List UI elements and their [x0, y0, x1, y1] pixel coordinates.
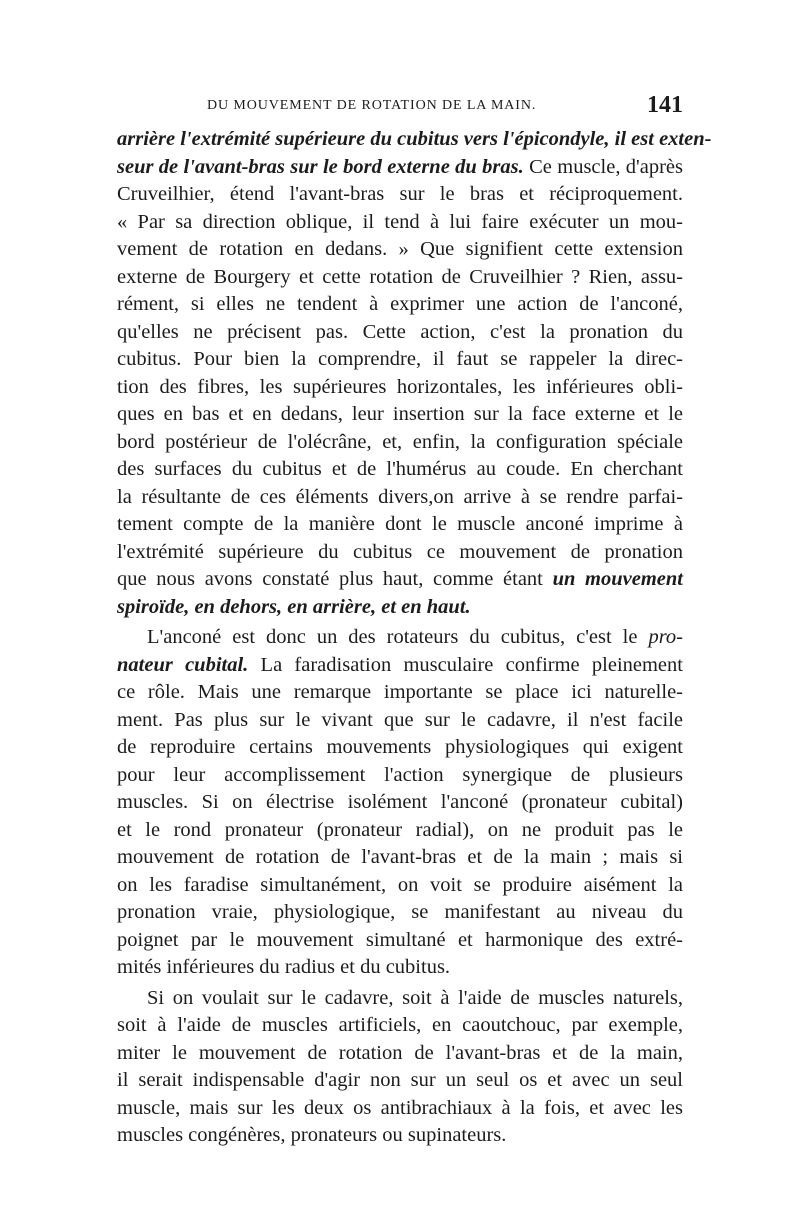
running-title: DU MOUVEMENT DE ROTATION DE LA MAIN.	[207, 98, 537, 113]
text-line	[117, 624, 683, 652]
text-span: ce rôle. Mais une remarque importante se place ici naturelle-	[117, 681, 683, 703]
text-span: Si on voulait sur le cadavre, soit à l'aide de muscles naturels,	[147, 986, 683, 1009]
text-line	[117, 1040, 683, 1068]
text-line	[117, 899, 683, 927]
text-span: la résultante de ces éléments divers,on arrive à se rendre parfai-	[117, 485, 683, 508]
body-text	[117, 126, 712, 1150]
text-span: l'extrémité supérieure du cubitus ce mouvement de pronation	[117, 540, 683, 563]
text-span: muscles congénères, pronateurs ou supinateurs.	[117, 1124, 507, 1146]
text-span: L'anconé est donc un des rotateurs du cubitus, c'est le	[147, 626, 649, 648]
text-line	[117, 1095, 683, 1123]
text-span: tion des fibres, les supérieures horizontales, les inférieures obli-	[117, 375, 683, 398]
text-span: des surfaces du cubitus et de l'humérus au coude. En cherchant	[117, 458, 683, 480]
text-line	[117, 817, 683, 845]
text-line	[117, 319, 683, 347]
text-line	[117, 264, 683, 292]
text-line	[117, 954, 683, 982]
running-header	[117, 92, 683, 122]
text-line	[117, 844, 683, 872]
text-line	[117, 236, 683, 264]
text-span: soit à l'aide de muscles artificiels, en caoutchouc, par exemple,	[117, 1014, 683, 1036]
text-span: « Par sa direction oblique, il tend à lui faire exécuter un mou-	[117, 210, 683, 233]
text-line	[117, 927, 683, 955]
text-line	[117, 154, 683, 182]
text-line	[117, 401, 683, 429]
text-span: ment. Pas plus sur le vivant que sur le cadavre, il n'est facile	[117, 708, 683, 731]
emphasis-text: nateur cubital.	[117, 653, 249, 676]
text-span: ques en bas et en dedans, leur insertion sur la face externe et le	[117, 403, 683, 425]
text-line	[117, 456, 683, 484]
text-line	[117, 1122, 683, 1150]
text-span: mités inférieures du radius et du cubitus.	[117, 956, 451, 978]
emphasis-text: arrière l'extrémité supérieure du cubitus vers l'épicondyle, il est exten-	[117, 128, 712, 150]
text-line	[117, 985, 683, 1013]
text-span: il serait indispensable d'agir non sur un seul os et avec un seul	[117, 1069, 683, 1091]
emphasis-text: spiroïde, en dehors, en arrière, et en haut.	[117, 595, 471, 618]
text-line	[117, 209, 683, 237]
emphasis-text: seur de l'avant-bras sur le bord externe du bras.	[117, 155, 524, 178]
text-span: que nous avons constaté plus haut, comme étant	[117, 568, 553, 590]
text-span: rément, si elles ne tendent à exprimer une action de l'anconé,	[117, 293, 683, 315]
text-line	[117, 594, 683, 622]
text-span: Cruveilhier, étend l'avant-bras sur le bras et réciproquement.	[117, 183, 683, 205]
text-line	[117, 291, 683, 319]
text-span: cubitus. Pour bien la comprendre, il faut se rappeler la direc-	[117, 348, 683, 370]
text-span: on les faradise simultanément, on voit se produire aisément la	[117, 873, 683, 896]
book-page	[117, 92, 712, 1150]
emphasis-text: un mouvement	[552, 568, 683, 590]
text-line	[117, 872, 683, 900]
text-line	[117, 1067, 683, 1095]
text-span: et le rond pronateur (pronateur radial), on ne produit pas le	[117, 818, 683, 841]
text-span: mouvement de rotation de l'avant-bras et de la main ; mais si	[117, 846, 683, 868]
text-line	[117, 484, 683, 512]
text-line	[117, 1012, 683, 1040]
page-number: 141	[647, 92, 683, 118]
text-span: qu'elles ne précisent pas. Cette action, c'est la pronation du	[117, 320, 683, 343]
text-line	[117, 126, 712, 154]
text-span: poignet par le mouvement simultané et harmonique des extré-	[117, 928, 683, 951]
text-line	[117, 652, 683, 680]
text-line	[117, 566, 683, 594]
text-line	[117, 511, 683, 539]
text-line	[117, 679, 683, 707]
text-span: pour leur accomplissement l'action synergique de plusieurs	[117, 763, 683, 786]
text-line	[117, 762, 683, 790]
text-span: tement compte de la manière dont le muscle anconé imprime à	[117, 513, 683, 535]
text-span: externe de Bourgery et cette rotation de Cruveilhier ? Rien, assu-	[117, 265, 683, 288]
text-line	[117, 734, 683, 762]
text-line	[117, 789, 683, 817]
text-span: bord postérieur de l'olécrâne, et, enfin, la configuration spéciale	[117, 430, 683, 453]
text-line	[117, 181, 683, 209]
text-line	[117, 374, 683, 402]
text-span: Ce muscle, d'après	[523, 155, 683, 178]
emphasis-text: pro-	[648, 626, 683, 648]
text-line	[117, 429, 683, 457]
text-line	[117, 707, 683, 735]
text-span: de reproduire certains mouvements physiologiques qui exigent	[117, 736, 683, 758]
text-span: La faradisation musculaire confirme pleinement	[248, 653, 683, 676]
text-line	[117, 539, 683, 567]
text-span: miter le mouvement de rotation de l'avant-bras et de la main,	[117, 1041, 683, 1064]
text-span: muscle, mais sur les deux os antibrachiaux à la fois, et avec les	[117, 1096, 683, 1119]
text-line	[117, 346, 683, 374]
text-span: muscles. Si on électrise isolément l'anconé (pronateur cubital)	[117, 791, 683, 813]
text-span: pronation vraie, physiologique, se manifestant au niveau du	[117, 901, 683, 923]
text-span: vement de rotation en dedans. » Que signifient cette extension	[117, 238, 683, 260]
